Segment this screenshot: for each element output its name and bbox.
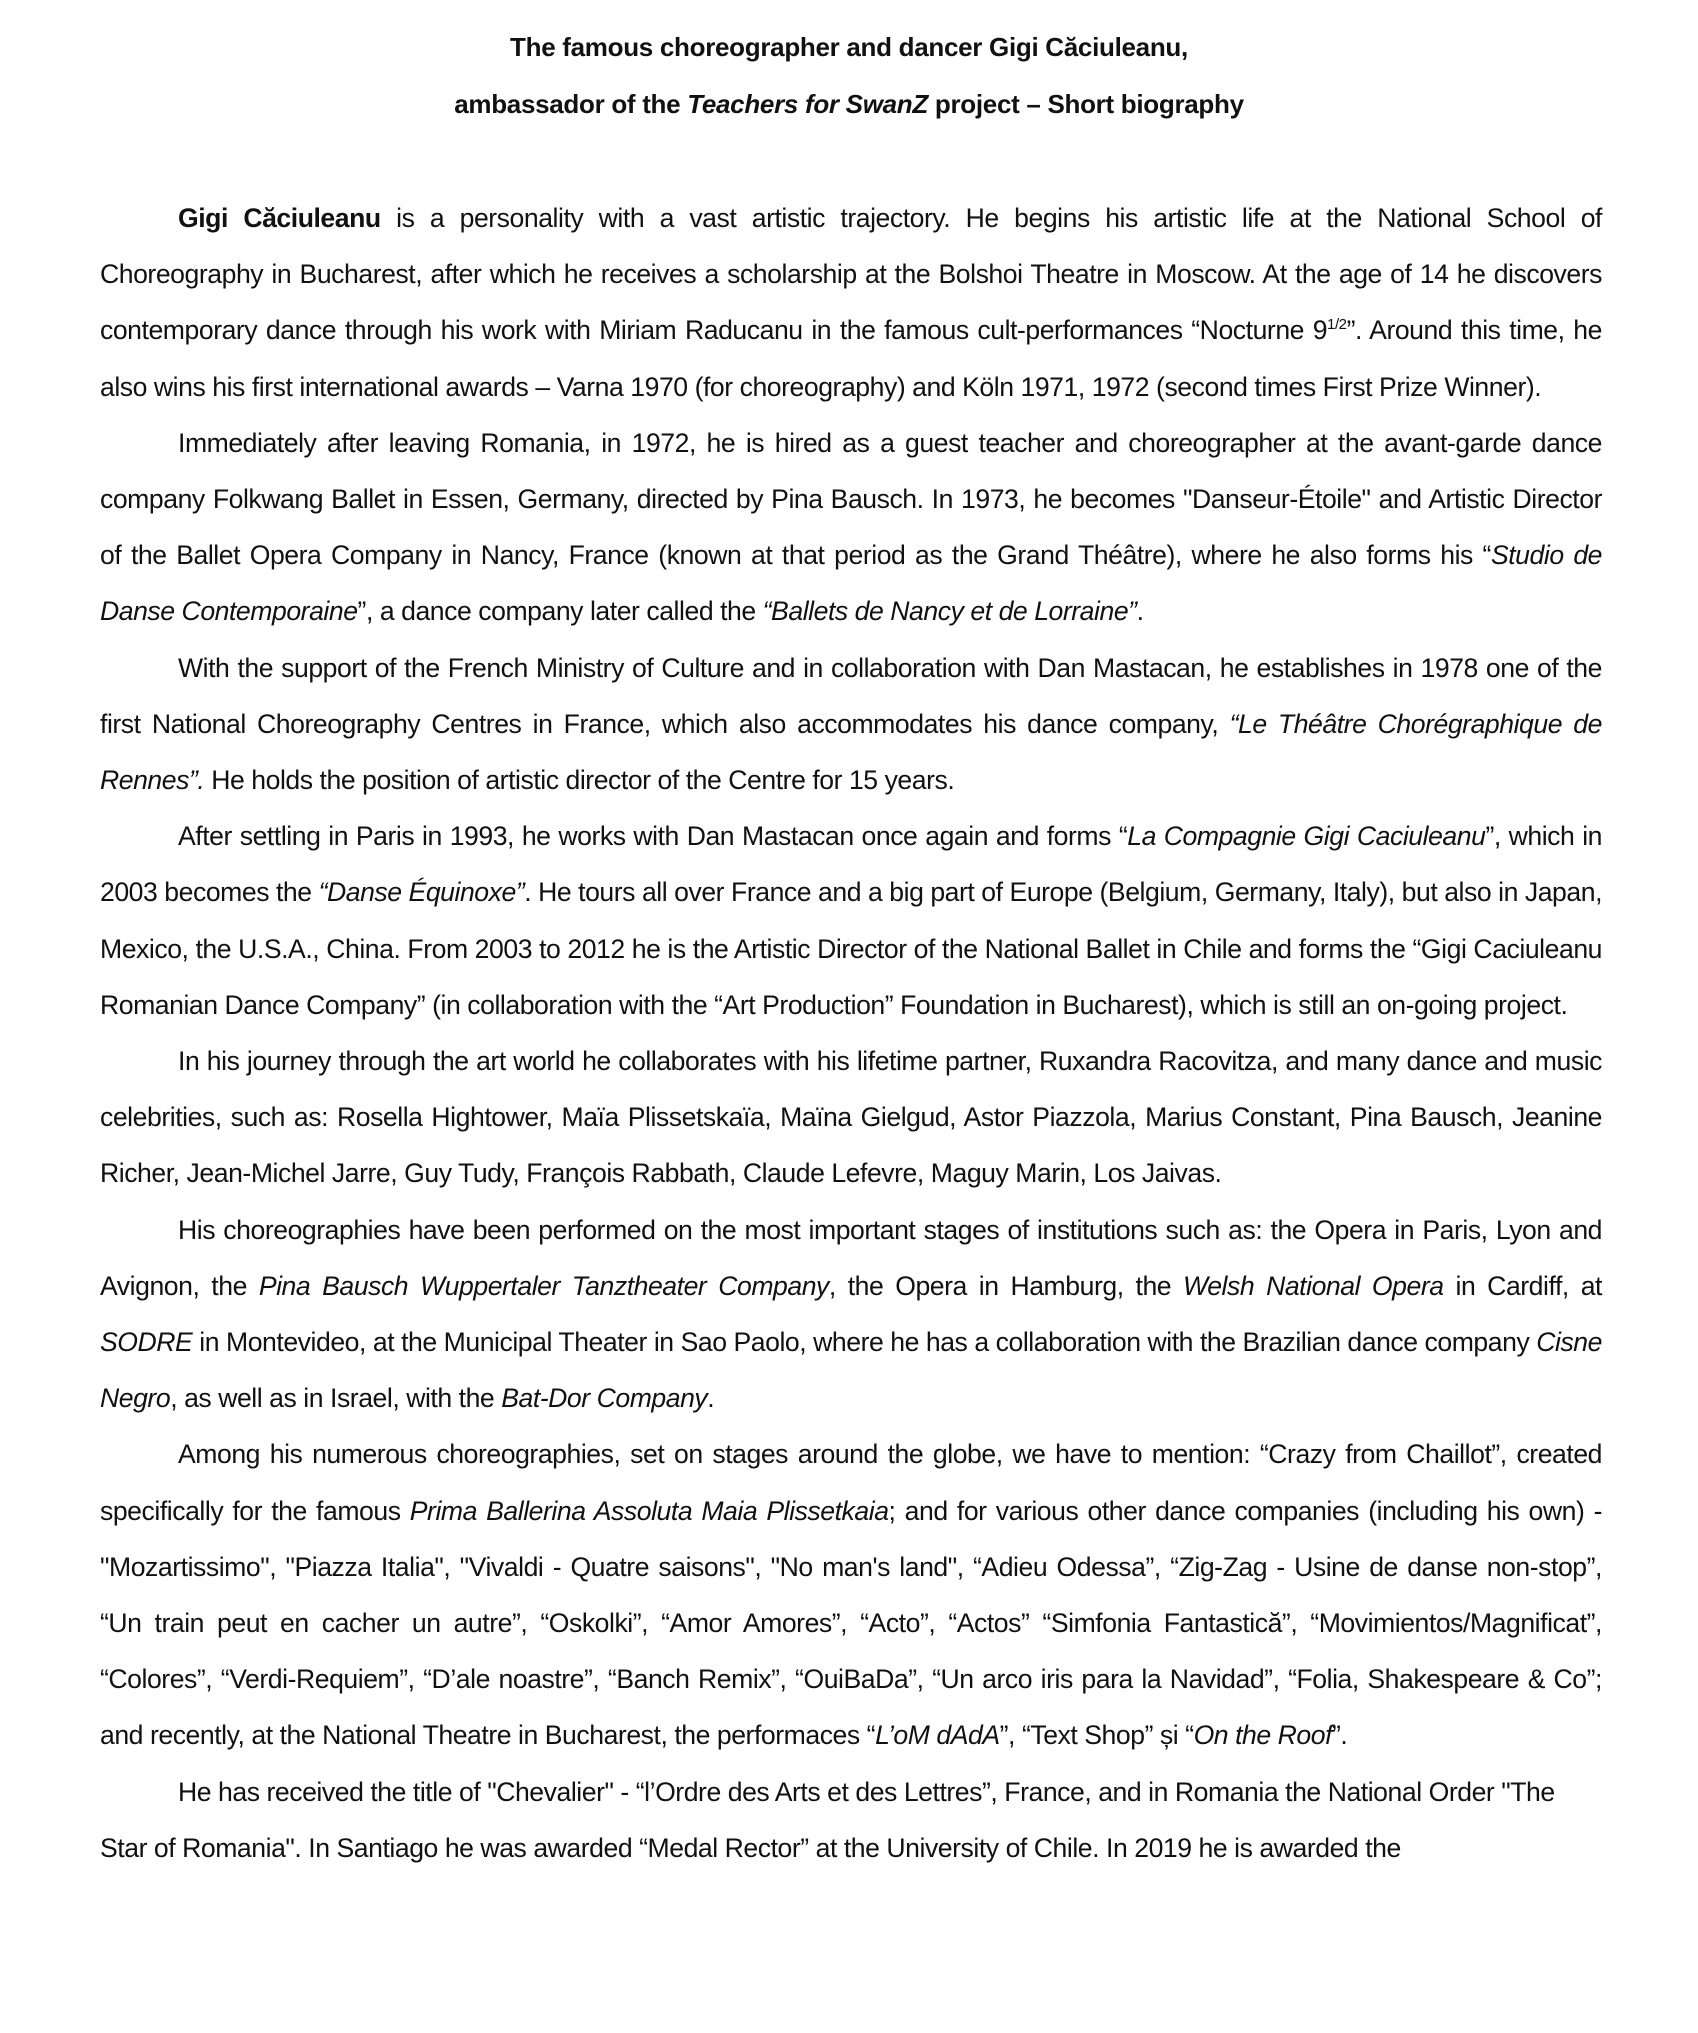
text-run: . [707, 1383, 715, 1414]
text-run: His choreographies have been performed on the most important stages of institutions such as: the Opera in Paris, Lyon and Avignon, the [100, 1214, 1602, 1301]
document-title-line-2 [0, 88, 1698, 120]
paragraph-early-life [100, 190, 1602, 415]
text-run: . He tours all over France and a big part of Europe (Belgium, Germany, Italy), but also in Japan, Mexico, the U.S.A., China. From 2003 to 2012 he is the Artistic Director of the National Ballet in Chile and forms the “Gigi Caciuleanu Romanian Dance Company” (in collaboration with the “Art Production” Foundation in Bucharest), which is still an on-going project. [100, 877, 1603, 1020]
person-name: Gigi Căciuleanu [178, 203, 381, 233]
text-run: is a personality with a vast artistic trajectory. He begins his artistic life at the National School of Choreography in Bucharest, after which he receives a scholarship at the Bolshoi Theatre in Moscow. At the age of 14 he discovers contemporary dance through his work with Miriam Raducanu in the famous cult-performances “Nocturne 9 [100, 203, 1602, 346]
paragraph-folkwang-nancy [100, 415, 1602, 640]
text-run: , as well as in Israel, with the [170, 1383, 502, 1414]
text-run: . [1136, 596, 1144, 627]
text-run: In his journey through the art world he collaborates with his lifetime partner, Ruxandra Racovitza, and many dance and music celebrities, such as: Rosella Hightower, Maïa Plissetskaïa, Maïna Gielgud, Astor Piazzola, Marius Constant, Pina Bausch, Jeanine Richer, Jean-Michel Jarre, Guy Tudy, François Rabbath, Claude Lefevre, Maguy Marin, Los Jaivas. [100, 1046, 1602, 1189]
italic-run: “Le Théâtre Chorégraphique de Rennes”. [100, 708, 1602, 796]
italic-run: Prima Ballerina Assoluta Maia Plissetkaia [409, 1495, 889, 1526]
superscript: 1/2 [1327, 316, 1347, 334]
text-run: He has received the title of "Chevalier" - “l’Ordre des Arts et des Lettres”, France, and in Romania the National Order "The Star of Romania". In Santiago he was awarded “Medal Rector” at the University of Chile. In 2019 he is awarded the [100, 1776, 1555, 1863]
text-run: Immediately after leaving Romania, in 1972, he is hired as a guest teacher and choreographer at the avant-garde dance company Folkwang Ballet in Essen, Germany, directed by Pina Bausch. In 1973, he becomes "Danseur-Étoile" and Artistic Director of the Ballet Opera Company in Nancy, France (known at that period as the Grand Théâtre), where he also forms his “ [100, 427, 1602, 571]
project-name: Teachers for SwanZ [687, 89, 928, 119]
italic-run: La Compagnie Gigi Caciuleanu [1127, 821, 1486, 852]
text-run: ”. [1332, 1720, 1348, 1751]
paragraph-rennes [100, 640, 1602, 809]
text-run: ”, “Text Shop” și “ [999, 1720, 1194, 1751]
paragraph-paris [100, 808, 1602, 1033]
title-prefix: ambassador of the [454, 89, 688, 119]
text-run: With the support of the French Ministry of Culture and in collaboration with Dan Mastacan, he establishes in 1978 one of the first National Choreography Centres in France, which also accommodates his dance company, [100, 652, 1602, 739]
text-run: in Montevideo, at the Municipal Theater in Sao Paolo, where he has a collaboration with the Brazilian dance company [192, 1327, 1537, 1358]
italic-run: Bat-Dor Company [501, 1383, 708, 1414]
paragraph-collaborations [100, 1033, 1602, 1202]
text-run: , the Opera in Hamburg, the [828, 1270, 1184, 1301]
biography-body [100, 190, 1602, 1876]
text-run: ”. Around this time, he also wins his first international awards – Varna 1970 (for choreography) and Köln 1971, 1972 (second times First Prize Winner). [100, 315, 1602, 402]
text-run: He holds the position of artistic director of the Centre for 15 years. [204, 765, 955, 796]
text-run: in Cardiff, at [1443, 1270, 1602, 1301]
text-run: Among his numerous choreographies, set on stages around the globe, we have to mention: “Crazy from Chaillot”, created specifically for the famous [100, 1439, 1602, 1526]
italic-run: “Danse Équinoxe” [318, 877, 525, 908]
paragraph-awards [100, 1764, 1602, 1876]
italic-run: Cisne Negro [100, 1327, 1602, 1414]
paragraph-stages [100, 1202, 1602, 1427]
text-run: ”, which in 2003 becomes the [100, 821, 1602, 908]
document-title-line-1: The famous choreographer and dancer Gigi Căciuleanu, [510, 32, 1188, 62]
italic-run: Studio de Danse Contemporaine [100, 540, 1602, 627]
italic-run: SODRE [100, 1327, 193, 1358]
text-run: ; and for various other dance companies (including his own) - "Mozartissimo", "Piazza Italia", "Vivaldi - Quatre saisons", "No man's land", “Adieu Odessa”, “Zig-Zag - Usine de danse non-stop”, “Un train peut en cacher un autre”, “Oskolki”, “Amor Amores”, “Acto”, “Actos” “Simfonia Fantastică”, “Movimientos/Magnificat”, “Colores”, “Verdi-Requiem”, “D’ale noastre”, “Banch Remix”, “OuiBaDa”, “Un arco iris para la Navidad”, “Folia, Shakespeare & Co”; and recently, at the National Theatre in Bucharest, the performaces “ [100, 1495, 1602, 1751]
italic-run: On the Roof [1193, 1720, 1333, 1751]
title-suffix: project – Short biography [927, 89, 1244, 119]
italic-run: “Ballets de Nancy et de Lorraine” [762, 596, 1137, 627]
text-run: After settling in Paris in 1993, he works with Dan Mastacan once again and forms “ [178, 821, 1128, 852]
italic-run: Pina Bausch Wuppertaler Tanztheater Company [258, 1270, 829, 1301]
italic-run: Welsh National Opera [1183, 1270, 1444, 1301]
text-run: ”, a dance company later called the [357, 596, 763, 627]
paragraph-choreographies [100, 1426, 1602, 1763]
italic-run: L’oM dAdA [875, 1720, 1000, 1751]
